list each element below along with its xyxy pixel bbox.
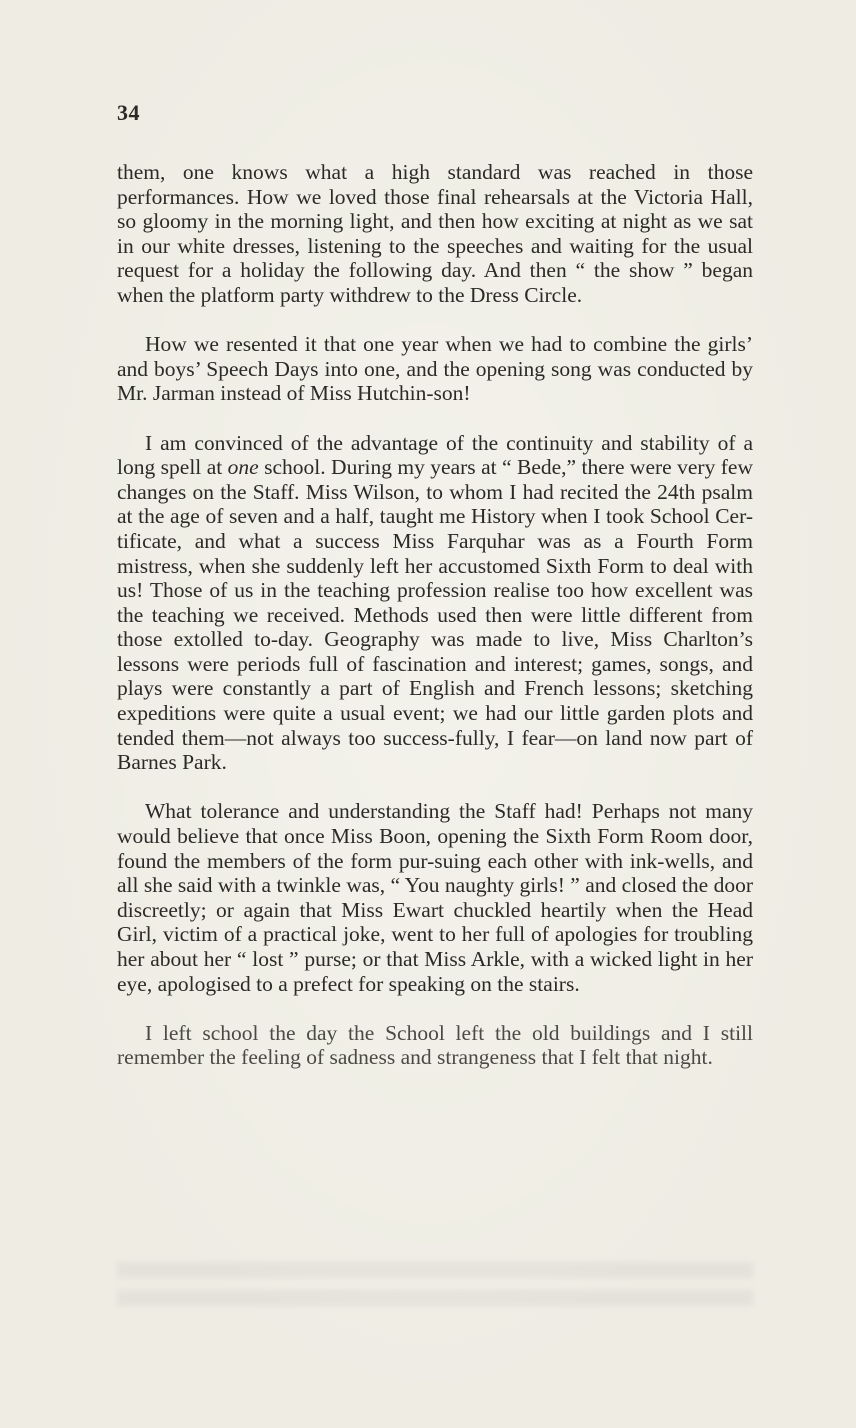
- paragraph-text: What tolerance and understanding the Staff had! Perhaps not many would believe that once Miss Boon, opening the Sixth Form Room door, found the members of the form pur-suing each other with ink-wells, and all she said with a twinkle was, “ You naughty girls! ” and closed the door discreetly; or again that Miss Ewart chuckled heartily when the Head Girl, victim of a practical joke, went to her full of apologies for troubling her about her “ lost ” purse; or that Miss Arkle, with a wicked light in her eye, apologised to a prefect for speaking on the stairs.: [117, 799, 753, 996]
- page-number: 34: [117, 100, 140, 125]
- article-body: [117, 160, 753, 1070]
- paragraph: [117, 160, 753, 308]
- paragraph: [117, 431, 753, 775]
- paragraph-text: I am convinced of the advantage of the continuity and stability of a long spell at: [117, 430, 753, 480]
- paragraph-text: I left school the day the School left the old buildings and I still remember the feeling of sadness and strangeness that I felt that night.: [117, 1020, 753, 1070]
- paragraph: [117, 799, 753, 996]
- paragraph: [117, 332, 753, 406]
- paragraph-text: How we resented it that one year when we had to combine the girls’ and boys’ Speech Days into one, and the opening song was conducted by Mr. Jarman instead of Miss Hutchin-son!: [117, 332, 753, 406]
- show-through-smudge: [117, 1262, 753, 1278]
- show-through-smudge: [117, 1290, 753, 1306]
- paragraph-text: them, one knows what a high standard was reached in those performances. How we loved those final rehearsals at the Victoria Hall, so gloomy in the morning light, and then how exciting at night as we sat in our white dresses, listening to the speeches and waiting for the usual request for a holiday the following day. And then “ the show ” began when the platform party withdrew to the Dress Circle.: [117, 160, 753, 307]
- paragraph-emphasis: one: [227, 455, 259, 480]
- paragraph-text: school. During my years at “ Bede,” there were very few changes on the Staff. Miss Wilson, to whom I had recited the 24th psalm at the age of seven and a half, taught me History when I took School Cer-tificate, and what a success Miss Farquhar was as a Fourth Form mistress, when she suddenly left her accustomed Sixth Form to deal with us! Those of us in the teaching profession realise too how excellent was the teaching we received. Methods used then were little different from those extolled to-day. Geography was made to live, Miss Charlton’s lessons were periods full of fascination and interest; games, songs, and plays were constantly a part of English and French lessons; sketching expeditions were quite a usual event; we had our little garden plots and tended them—not always too success-fully, I fear—on land now part of Barnes Park.: [117, 455, 753, 775]
- paragraph: [117, 1021, 753, 1070]
